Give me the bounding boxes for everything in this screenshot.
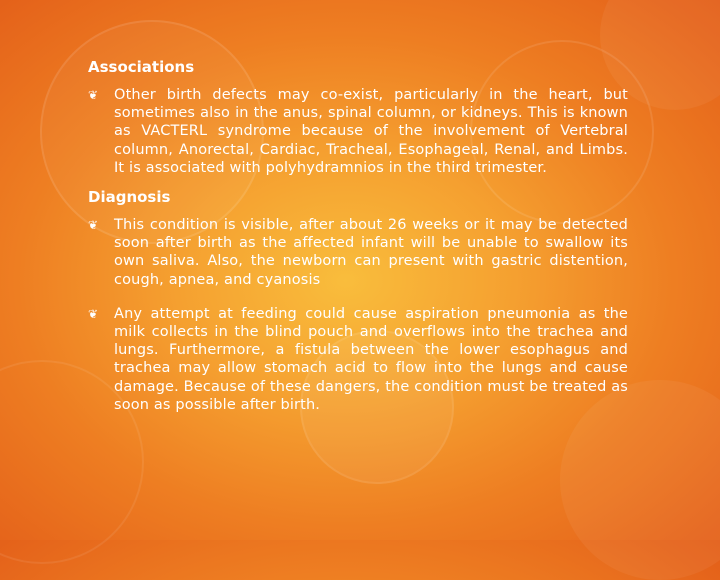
section-heading-associations: Associations — [88, 58, 195, 76]
fleuron-bullet-icon: ❦ — [88, 306, 99, 321]
fleuron-bullet-icon: ❦ — [88, 88, 99, 102]
fleuron-bullet-icon: ❦ — [88, 218, 99, 233]
bullet-item — [88, 305, 628, 414]
bullet-item — [88, 86, 628, 177]
bullet-text: This condition is visible, after about 26 weeks or it may be detected soon after birth as the affected infant will be unable to swallow its own saliva. Also, the newborn can present with gastric distention, cough, apnea, and cyanosis — [114, 217, 628, 288]
slide-content — [88, 57, 628, 414]
bullet-item — [88, 216, 628, 289]
section-heading-diagnosis: Diagnosis — [88, 188, 171, 207]
bullet-text: Any attempt at feeding could cause aspiration pneumonia as the milk collects in the blind pouch and overflows into the trachea and lungs. Furthermore, a fistula between the lower esophagus and trachea may allow stomach acid to flow into the lungs and cause damage. Because of these dangers, the condition must be treated as soon as possible after birth. — [114, 305, 628, 413]
bullet-text: Other birth defects may co-exist, particularly in the heart, but sometimes also in the anus, spinal column, or kidneys. This is known as VACTERL syndrome because of the involvement of Vertebral column, Anorectal, Cardiac, Tracheal, Esophageal, Renal, and Limbs. It is associated with polyhydramnios in the third trimester. — [114, 87, 628, 176]
